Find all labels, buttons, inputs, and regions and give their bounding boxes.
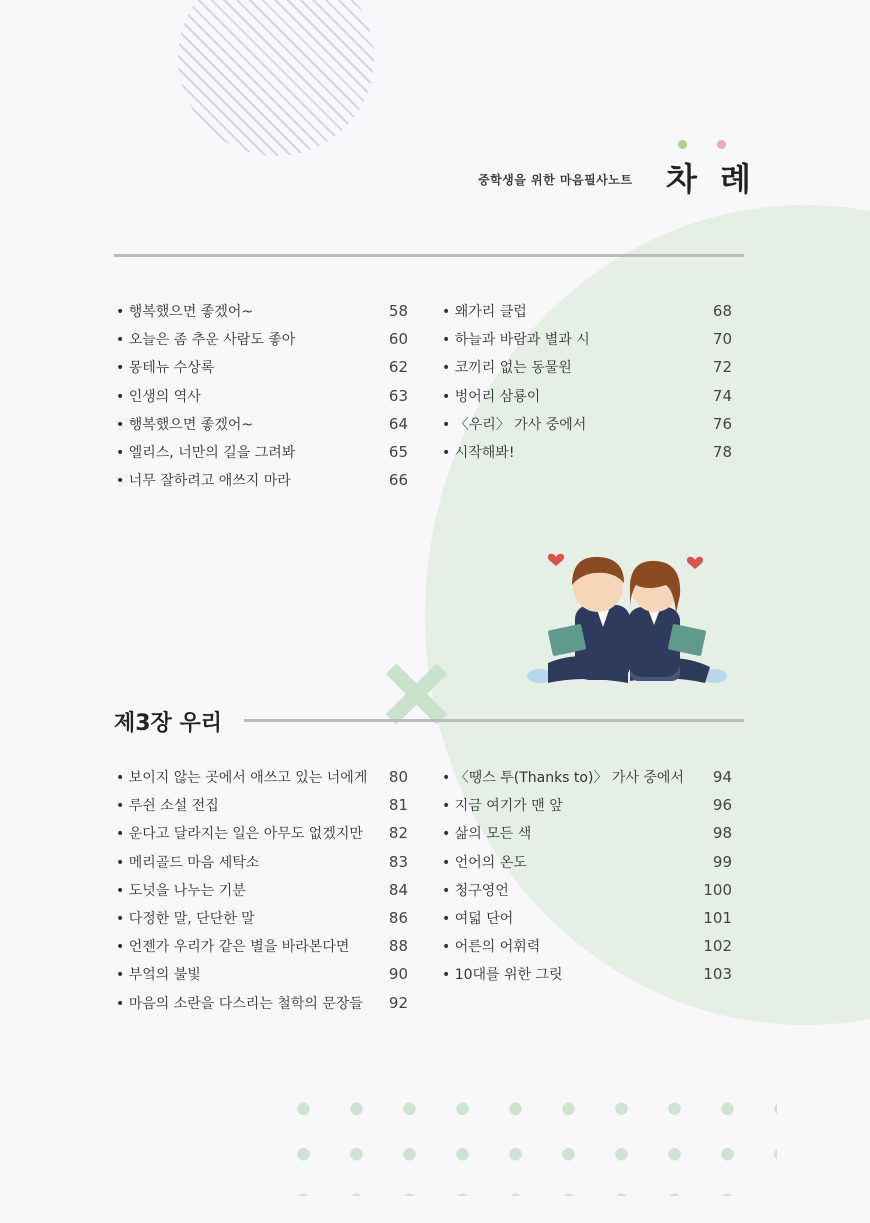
toc-item-title: • 〈우리〉 가사 중에서: [442, 414, 586, 434]
toc-item[interactable]: [442, 876, 732, 904]
toc-chapter3-right: [442, 763, 732, 989]
toc-item[interactable]: [442, 848, 732, 876]
toc-item-title: • 언어의 온도: [442, 852, 527, 872]
toc-item[interactable]: [442, 791, 732, 819]
toc-item-title: • 어른의 어휘력: [442, 936, 540, 956]
toc-item-title: • 루쉰 소설 전집: [116, 795, 219, 815]
toc-item-title: • 삶의 모든 색: [442, 823, 531, 843]
toc-item-title: • 몽테뉴 수상록: [116, 357, 214, 377]
toc-item-title: • 마음의 소란을 다스리는 철학의 문장들: [116, 993, 363, 1013]
students-reading-illustration: [520, 545, 735, 695]
header-divider: [114, 254, 744, 257]
toc-item-title: • 코끼리 없는 동물원: [442, 357, 572, 377]
toc-item-page: 90: [388, 965, 408, 984]
toc-item-page: 101: [703, 909, 732, 928]
toc-item[interactable]: [116, 466, 408, 494]
toc-item-page: 100: [703, 880, 732, 899]
toc-item-title: • 10대를 위한 그릿: [442, 964, 563, 984]
toc-item[interactable]: [442, 382, 732, 410]
toc-item[interactable]: [442, 410, 732, 438]
toc-item-page: 84: [388, 880, 408, 899]
toc-item-page: 82: [388, 824, 408, 843]
toc-item[interactable]: [116, 325, 408, 353]
toc-item[interactable]: [116, 791, 408, 819]
toc-item[interactable]: [442, 819, 732, 847]
toc-item-page: 78: [712, 443, 732, 462]
toc-item-page: 96: [712, 796, 732, 815]
toc-item-page: 99: [712, 852, 732, 871]
toc-item-title: • 인생의 역사: [116, 386, 201, 406]
toc-item-title: • 벙어리 삼룡이: [442, 386, 540, 406]
toc-section1-right: [442, 297, 732, 466]
toc-item[interactable]: [116, 848, 408, 876]
toc-item-title: • 행복했으면 좋겠어~: [116, 301, 253, 321]
toc-item-page: 88: [388, 937, 408, 956]
toc-item-page: 86: [388, 909, 408, 928]
toc-item-title: • 여덟 단어: [442, 908, 513, 928]
chapter-divider: [244, 719, 744, 722]
toc-item-page: 92: [388, 993, 408, 1012]
toc-item-page: 63: [388, 386, 408, 405]
page-title: 차 례: [666, 160, 757, 198]
toc-item-title: • 너무 잘하려고 애쓰지 마라: [116, 470, 291, 490]
toc-item[interactable]: [116, 904, 408, 932]
toc-item-title: • 언젠가 우리가 같은 별을 바라본다면: [116, 936, 349, 956]
toc-item-page: 98: [712, 824, 732, 843]
toc-item-page: 81: [388, 796, 408, 815]
toc-item-page: 66: [388, 471, 408, 490]
toc-item-page: 72: [712, 358, 732, 377]
pink-dot-decoration: [717, 140, 726, 149]
toc-item-page: 103: [703, 965, 732, 984]
toc-item-title: • 청구영언: [442, 880, 509, 900]
toc-item-page: 65: [388, 443, 408, 462]
chapter-title: 제3장 우리: [114, 711, 222, 736]
toc-item-title: • 시작해봐!: [442, 442, 514, 462]
toc-item[interactable]: [442, 904, 732, 932]
dot-grid-decoration: [277, 1086, 777, 1196]
toc-item-title: • 운다고 달라지는 일은 아무도 없겠지만: [116, 823, 363, 843]
toc-item[interactable]: [116, 989, 408, 1017]
toc-item-title: • 부엌의 불빛: [116, 964, 201, 984]
toc-item[interactable]: [442, 325, 732, 353]
toc-item[interactable]: [116, 353, 408, 381]
toc-item-page: 94: [712, 768, 732, 787]
toc-item-page: 64: [388, 414, 408, 433]
hatched-circle-decoration: [178, 0, 374, 156]
toc-item[interactable]: [442, 763, 732, 791]
heart-icon: [548, 554, 564, 566]
toc-item-title: • 메리골드 마음 세탁소: [116, 852, 259, 872]
toc-item[interactable]: [442, 297, 732, 325]
toc-item-page: 80: [388, 768, 408, 787]
toc-item-title: • 하늘과 바람과 별과 시: [442, 329, 590, 349]
toc-item-page: 58: [388, 302, 408, 321]
toc-item[interactable]: [116, 382, 408, 410]
toc-item-title: • 다정한 말, 단단한 말: [116, 908, 255, 928]
toc-item-page: 62: [388, 358, 408, 377]
toc-item-page: 102: [703, 937, 732, 956]
toc-chapter3-left: [116, 763, 408, 1017]
toc-item[interactable]: [116, 960, 408, 988]
toc-item-page: 70: [712, 330, 732, 349]
toc-item[interactable]: [442, 353, 732, 381]
toc-item-page: 60: [388, 330, 408, 349]
toc-item-title: • 〈땡스 투(Thanks to)〉 가사 중에서: [442, 767, 684, 787]
toc-item-title: • 행복했으면 좋겠어~: [116, 414, 253, 434]
toc-item-page: 76: [712, 414, 732, 433]
toc-item[interactable]: [116, 763, 408, 791]
toc-item-title: • 오늘은 좀 추운 사람도 좋아: [116, 329, 295, 349]
x-decoration: [386, 664, 446, 724]
green-dot-decoration: [678, 140, 687, 149]
toc-item-page: 68: [712, 302, 732, 321]
toc-item[interactable]: [116, 438, 408, 466]
toc-item[interactable]: [116, 932, 408, 960]
toc-item-title: • 엘리스, 너만의 길을 그려봐: [116, 442, 295, 462]
toc-item[interactable]: [116, 876, 408, 904]
toc-item-title: • 도넛을 나누는 기분: [116, 880, 246, 900]
toc-item-page: 74: [712, 386, 732, 405]
toc-item[interactable]: [116, 819, 408, 847]
toc-item[interactable]: [116, 297, 408, 325]
toc-item[interactable]: [442, 438, 732, 466]
toc-item-title: • 왜가리 클럽: [442, 301, 527, 321]
heart-icon: [687, 557, 703, 569]
book-subtitle: 중학생을 위한 마음필사노트: [478, 173, 633, 187]
toc-item-title: • 보이지 않는 곳에서 애쓰고 있는 너에게: [116, 767, 367, 787]
toc-item[interactable]: [442, 960, 732, 988]
toc-item[interactable]: [442, 932, 732, 960]
toc-item[interactable]: [116, 410, 408, 438]
toc-section1-left: [116, 297, 408, 494]
toc-item-title: • 지금 여기가 맨 앞: [442, 795, 563, 815]
toc-item-page: 83: [388, 852, 408, 871]
